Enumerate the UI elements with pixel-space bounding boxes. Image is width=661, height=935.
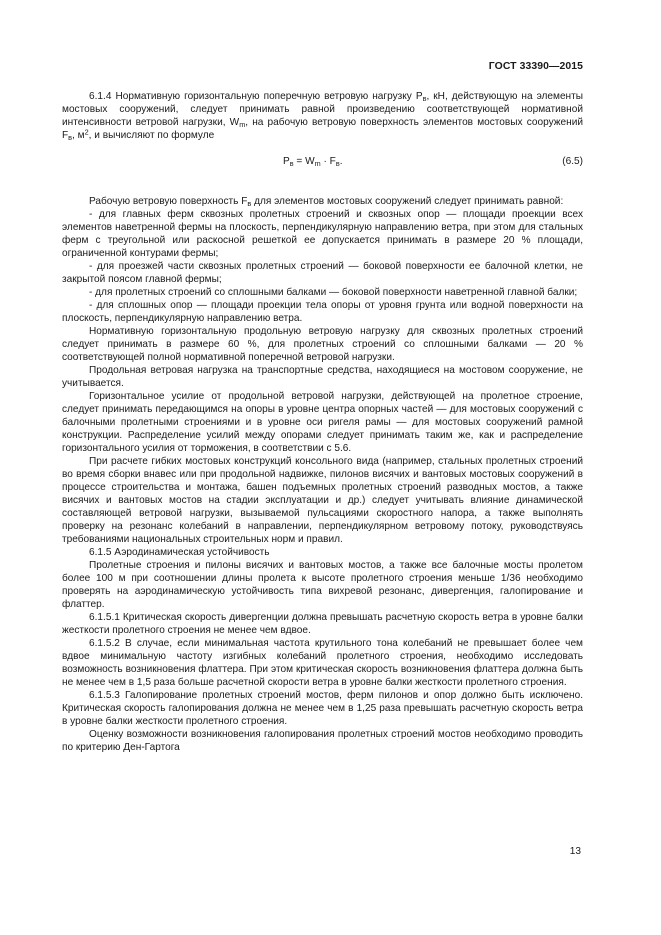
paragraph-horizontal-force: Горизонтальное усилие от продольной ветровой нагрузки, действующей на пролетное строение, следует принимать передающимся на опоры в уровне центра опорных частей — для мостовых сооружений с балочными пролетными строениями и в уровне оси ригеля рамы — для мостовых сооружений рамной конструкции. Распределение усилий между опорами следует принимать таким же, как и распределение горизонтального усилия от торможения, в соответствии с 5.6.	[62, 391, 583, 454]
paragraph-working-surface: Рабочую ветровую поверхность $F_в$ для элементов мостовых сооружений следует принимать равной:	[89, 196, 564, 209]
paragraph-6-1-5-1: 6.1.5.1 Критическая скорость дивергенции должна превышать расчетную скорость ветра в уровне балки жесткости пролетного строения не менее чем вдвое.	[62, 612, 583, 636]
formula-6-5	[62, 155, 583, 168]
paragraph-aero-stability: Пролетные строения и пилоны висячих и вантовых мостов, а также все балочные мосты пролетом более 100 м при соотношении длины пролета к высоте пролетного строения меньше 1/36 необходимо проверять на аэродинамическую устойчивость типа вихревой резонанс, дивергенция, галопирование и флаттер.	[62, 560, 583, 610]
formula-number: (6.5)	[562, 156, 583, 167]
list-item-main-trusses: - для главных ферм сквозных пролетных строений и сквозных опор — площади проекции всех элементов наветренной фермы на плоскость, перпендикулярную направлению ветра, при этом для стальных ферм с треугольной или раскосной решеткой ее допускается принимать в размере 20 % площади, ограниченной контурами фермы;	[62, 209, 583, 259]
paragraph-6-1-5-2: 6.1.5.2 В случае, если минимальная частота крутильного тона колебаний не превышает более чем вдвое минимальную частоту изгибных колебаний пролетного строения, необходимо исследовать возможность возникновения флаттера. При этом критическая скорость возникновения флаттера должна быть не менее чем в 1,5 раза больше расчетной скорости ветра в уровне балки жесткости пролетного строения.	[62, 638, 583, 688]
paragraph-den-hartog: Оценку возможности возникновения галопирования пролетных строений мостов необходимо проводить по критерию Ден-Гартога	[62, 729, 583, 753]
list-item-solid-supports: - для сплошных опор — площади проекции тела опоры от уровня грунта или водной поверхности на плоскость, перпендикулярную направлению ветра.	[62, 300, 583, 324]
paragraph-longitudinal-load: Нормативную горизонтальную продольную ветровую нагрузку для сквозных пролетных строений следует принимать в размере 60 %, для пролетных строений со сплошными балками — 20 % соответствующей полной нормативной поперечной ветровой нагрузки.	[62, 326, 583, 363]
formula-expression: $P_в = W_m \cdot F_в$.	[283, 156, 343, 169]
page-number: 13	[569, 846, 581, 857]
paragraph-6-1-4: 6.1.4 Нормативную горизонтальную поперечную ветровую нагрузку $P_в$, кН, действующую на элементы мостовых сооружений, следует принимать равной произведению соответствующей нормативной интенсивности ветровой нагрузки, $W_m$, на рабочую ветровую поверхность элементов мостовых сооружений $F_в$, $м^2$, и вычисляют по формуле	[62, 91, 584, 143]
list-item-solid-beams: - для пролетных строений со сплошными балками — боковой поверхности наветренной главной балки;	[89, 287, 578, 298]
paragraph-vehicle-load: Продольная ветровая нагрузка на транспортные средства, находящиеся на мостовом сооружение, не учитывается.	[62, 365, 583, 389]
paragraph-flexible-structures: При расчете гибких мостовых конструкций консольного вида (например, стальных пролетных строений во время сборки внавес или при продольной надвижке, пилонов висячих и вантовых мостовых сооружений в процессе строительства и монтажа, башен подъемных пролетных строений разводных мостов, а также висячих и вантовых мостов на стадии эксплуатации и др.) следует учитывать влияние динамической составляющей ветровой нагрузки, вызываемой пульсациями скоростного напора, а также выполнять проверку на резонанс колебаний в направлении, перпендикулярном ветровому потоку, руководствуясь требованиями национальных строительных норм и правил.	[62, 456, 583, 545]
list-item-roadway: - для проезжей части сквозных пролетных строений — боковой поверхности ее балочной клетки, не закрытой поясом главной фермы;	[62, 261, 583, 285]
paragraph-6-1-5-3: 6.1.5.3 Галопирование пролетных строений мостов, ферм пилонов и опор должно быть исключено. Критическая скорость галопирования должна не менее чем в 1,25 раза превышать расчетную скорость ветра в уровне балки жесткости пролетного строения.	[62, 690, 583, 727]
section-heading-6-1-5: 6.1.5 Аэродинамическая устойчивость	[89, 547, 270, 558]
standard-header: ГОСТ 33390—2015	[488, 61, 583, 72]
document-body	[62, 90, 583, 754]
